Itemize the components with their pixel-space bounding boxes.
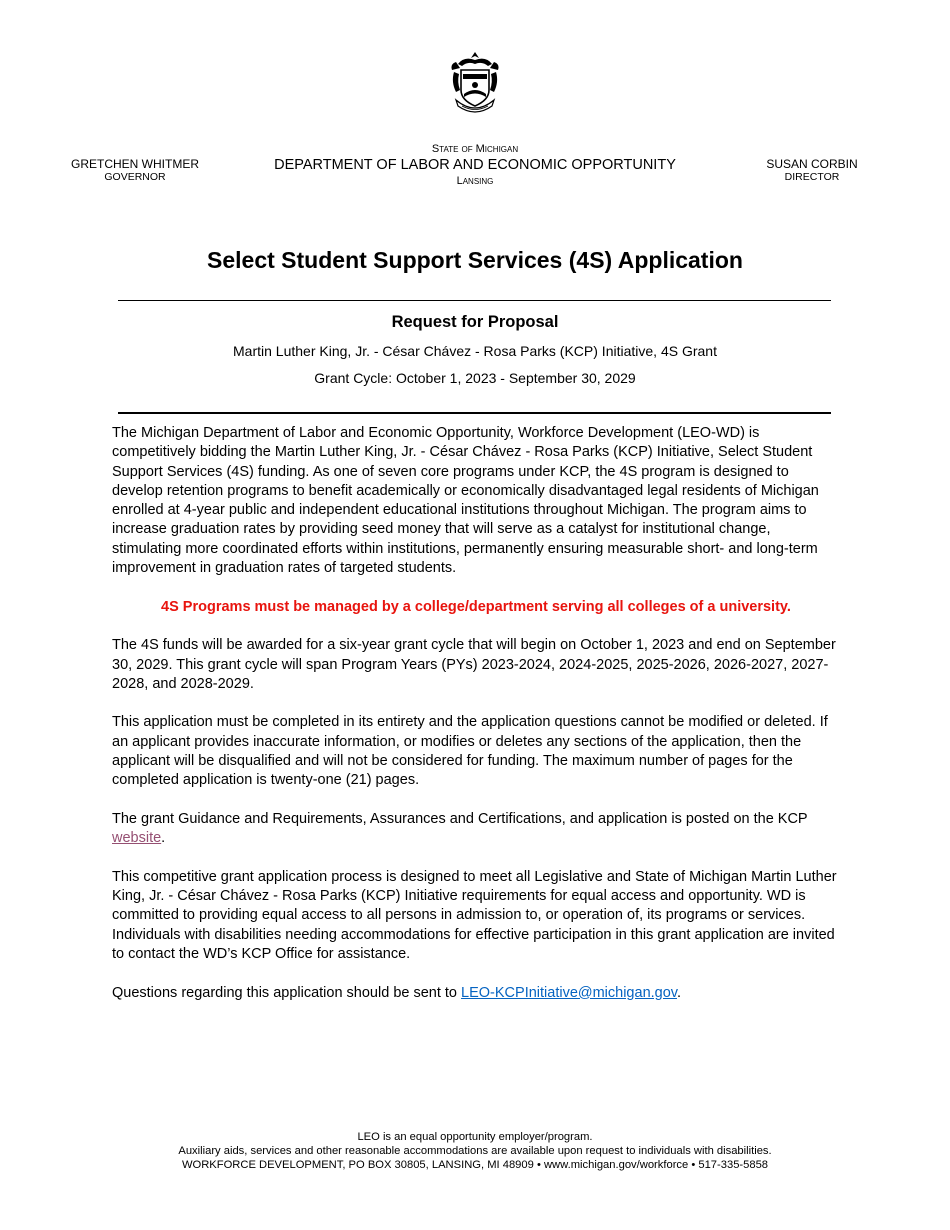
state-name: State of Michigan: [431, 143, 519, 155]
footer: [0, 1130, 950, 1172]
governor-block: [60, 158, 210, 183]
posting-end: .: [161, 830, 166, 847]
paragraph-posting: [112, 810, 840, 849]
posting-text: The grant Guidance and Requirements, Assurances and Certifications, and application is posted on the KCP: [112, 810, 808, 827]
city-name: Lansing: [456, 175, 494, 187]
paragraph-intro: The Michigan Department of Labor and Economic Opportunity, Workforce Development (LEO-WD) is competitively bidding the Martin Luther King, Jr. - César Chávez - Rosa Parks (KCP) Initiative, Select Student Support Services (4S) funding. As one of seven core programs under KCP, the 4S program is designed to develop retention programs to benefit academically or economically disadvantaged legal residents of Michigan enrolled at 4-year public and independent educational institutions throughout Michigan. The program aims to increase graduation rates by providing seed money that will serve as a catalyst for institutional change, stimulating more coordinated efforts within institutions, permanently ensuring measurable short- and long-term improvement in graduation rates of targeted students.: [112, 425, 819, 577]
footer-line-employer: LEO is an equal opportunity employer/program.: [357, 1131, 593, 1143]
divider-top: [118, 300, 831, 301]
department-header: [230, 142, 720, 188]
paragraph-equal-access: This competitive grant application process is designed to meet all Legislative and State of Michigan Martin Luther King, Jr. - César Chávez - Rosa Parks (KCP) Initiative requirements for equal access and opportunity. WD is committed to providing equal access to all persons in admission to, or operation of, its programs or services. Individuals with disabilities needing accommodations for effective participation in this grant application are invited to contact the WD’s KCP Office for assistance.: [112, 868, 837, 963]
rfp-initiative: Martin Luther King, Jr. - César Chávez - Rosa Parks (KCP) Initiative, 4S Grant: [233, 343, 717, 359]
director-name: SUSAN CORBIN: [766, 157, 858, 171]
director-block: [742, 158, 882, 183]
email-link[interactable]: LEO-KCPInitiative@michigan.gov: [461, 984, 677, 1001]
divider-bottom: [118, 412, 831, 414]
rfp-heading: Request for Proposal: [391, 313, 559, 331]
director-title: DIRECTOR: [784, 171, 840, 183]
governor-name: GRETCHEN WHITMER: [71, 157, 199, 171]
paragraph-questions: [112, 984, 840, 1003]
body-text: [112, 424, 840, 1022]
department-name: DEPARTMENT OF LABOR AND ECONOMIC OPPORTUNITY: [274, 157, 676, 173]
document-title: Select Student Support Services (4S) Application: [207, 247, 743, 273]
questions-end: .: [676, 984, 681, 1001]
footer-line-address: WORKFORCE DEVELOPMENT, PO BOX 30805, LANSING, MI 48909 • www.michigan.gov/workforce • 517-335-5858: [181, 1159, 769, 1171]
paragraph-grant-cycle: The 4S funds will be awarded for a six-year grant cycle that will begin on October 1, 2023 and end on September 30, 2029. This grant cycle will span Program Years (PYs) 2023-2024, 2024-2025, 2025-2026, 2026-2027, 2027-2028, and 2028-2029.: [112, 637, 836, 692]
website-link[interactable]: website: [112, 830, 162, 847]
warning-notice: 4S Programs must be managed by a college/department serving all colleges of a university.: [161, 598, 791, 615]
questions-text: Questions regarding this application should be sent to: [112, 984, 462, 1001]
michigan-state-seal-icon: [446, 50, 504, 120]
paragraph-completion: This application must be completed in its entirety and the application questions cannot be modified or deleted. If an applicant provides inaccurate information, or modifies or deletes any sections of the application, then the applicant will be disqualified and will not be considered for funding. The maximum number of pages for the completed application is twenty-one (21) pages.: [112, 714, 828, 789]
footer-line-accommodations: Auxiliary aids, services and other reasonable accommodations are available upon request to individuals with disabilities.: [178, 1145, 772, 1157]
rfp-grant-cycle: Grant Cycle: October 1, 2023 - September 30, 2029: [314, 370, 636, 386]
governor-title: GOVERNOR: [104, 171, 166, 183]
